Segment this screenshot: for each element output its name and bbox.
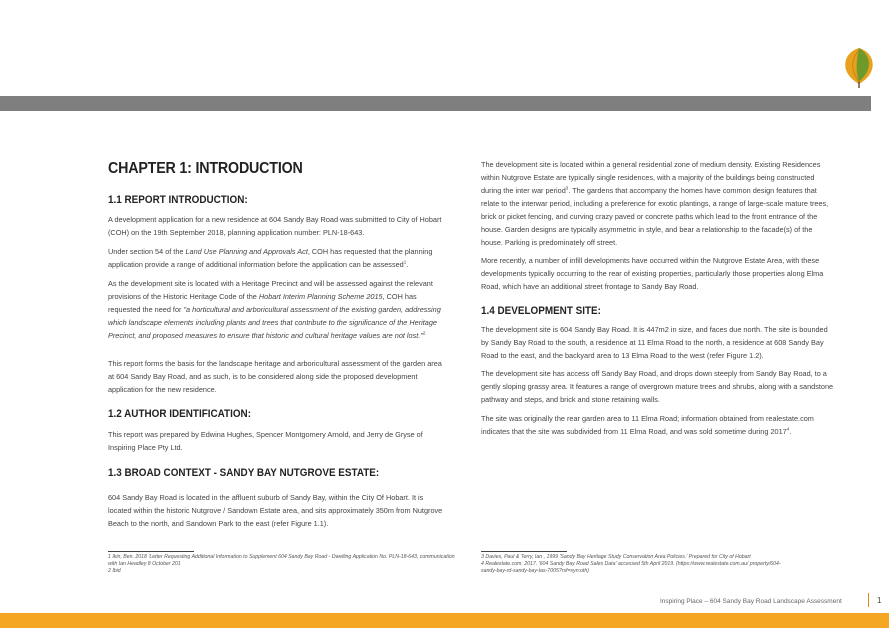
paragraph: The development site is located within a general residential zone of medium density. Existing Residences within Nutgrove Estate are typically single residences, with a majority of the buildings being constructed during the inter war period$^3$. The gardens that accompany the homes have common design features that relate to the interwar period, including a preference for exotic plantings, a range of large-scale mature trees, brick or picket fencing, and curving crazy paved or concrete paths which lead to the front entrance of the house. Garden designs are typically asymmetric in style, and bear a relationship to the facade(s) of the house. Parking is predominately off street.	[481, 160, 829, 247]
footer-title: Inspiring Place – 604 Sandy Bay Road Landscape Assessment	[660, 598, 842, 605]
paragraph: As the development site is located with a Heritage Precinct and will be assessed against the relevant provisions of the Historic Heritage Code of the Hobart Interim Planning Scheme 2015, COH has requested the need for "a horticultural and arboricultural assessment of the existing garden, addressing which landscape elements including plants and trees that contribute to the significance of the Heritage Precinct, and proposed measures to ensure that historic and cultural heritage values are not lost."$^2$	[108, 279, 441, 340]
paragraph: Under section 54 of the Land Use Planning and Approvals Act, COH has requested that the planning application provide a range of additional information before the application can be assessed$^1$.	[108, 247, 433, 269]
paragraph: This report forms the basis for the landscape heritage and arboricultural assessment of the garden area at 604 Sandy Bay Road, and as such, is to be considered along side the proposed development application for the new residence.	[108, 359, 442, 394]
footer-band	[0, 613, 889, 628]
section-heading-report-introduction: 1.1 REPORT INTRODUCTION:	[108, 194, 248, 206]
footnote-divider	[108, 551, 194, 552]
footnote: 3 Davies, Paul & Terry, Ian , 1999 'Sandy Bay Heritage Study Conservation Area Policies.' Prepared for City of Hobart	[481, 554, 751, 560]
section-heading-broad-context: 1.3 BROAD CONTEXT - SANDY BAY NUTGROVE ESTATE:	[108, 467, 380, 479]
footnote: 4 Realestate.com. 2017. '604 Sandy Bay Road Sales Data' accessed 5th April 2019. (https://www.realestate.com.au/ property/604-sandy-bay-rd-sandy-bay-tas-7005?rsf=syn:oth)	[481, 561, 781, 574]
paragraph: 604 Sandy Bay Road is located in the affluent suburb of Sandy Bay, within the City Of Hobart. It is located within the historic Nutgrove / Sandown Estate area, and sits approximately 350m from Nutgrove Beach to the north, and Sandown Park to the east (refer Figure 1.1).	[108, 493, 443, 528]
footnote: 2 Ibid	[108, 568, 121, 574]
leaf-logo-icon	[842, 46, 876, 88]
paragraph: This report was prepared by Edwina Hughes, Spencer Montgomery Arnold, and Jerry de Gryse of Inspiring Place Pty Ltd.	[108, 430, 423, 452]
footnote-ref: 1	[403, 259, 407, 265]
paragraph: More recently, a number of infill developments have occurred within the Nutgrove Estate Area, with these developments typically occurring to the rear of existing properties, particularly those properties along Elma Road, which have an additional street frontage to Sandy Bay Road.	[481, 256, 824, 291]
page-number: 1	[877, 596, 882, 605]
header-band	[0, 96, 871, 111]
section-heading-author-identification: 1.2 AUTHOR IDENTIFICATION:	[108, 408, 252, 420]
footnote-ref: 3	[565, 185, 569, 191]
paragraph: A development application for a new residence at 604 Sandy Bay Road was submitted to City of Hobart (COH) on the 19th September 2018, planning application number: PLN-18-643.	[108, 215, 442, 237]
paragraph: The development site has access off Sandy Bay Road, and drops down steeply from Sandy Bay Road, to a gently sloping grassy area. It features a range of overgrown mature trees and shrubs, along with a sandstone pathway and steps, and brick and stone retaining walls.	[481, 369, 834, 404]
footnote: 1 Ikin, Ben. 2018 'Letter Requesting Additional Information to Supplement 604 Sandy Bay Road - Dwelling Application No. PLN-18-643, communication with Ian Headley 8 October 201	[108, 554, 455, 567]
footnote-ref: 2	[422, 330, 426, 336]
paragraph: The development site is 604 Sandy Bay Road. It is 447m2 in size, and faces due north. The site is bounded by Sandy Bay Road to the south, a residence at 11 Elma Road to the north, a residence at 608 Sandy Bay Road to the east, and the backyard area to 13 Elma Road to the west (refer Figure 1.2).	[481, 325, 828, 360]
footnote-ref: 4	[786, 426, 790, 432]
footnote-divider	[481, 551, 567, 552]
chapter-title: CHAPTER 1: INTRODUCTION	[108, 160, 303, 177]
section-heading-development-site: 1.4 DEVELOPMENT SITE:	[481, 305, 601, 317]
paragraph: The site was originally the rear garden area to 11 Elma Road; information obtained from realestate.com indicates that the site was subdivided from 11 Elma Road, and was sold sometime during 2017$^4$.	[481, 414, 814, 436]
footer-divider	[868, 593, 869, 607]
